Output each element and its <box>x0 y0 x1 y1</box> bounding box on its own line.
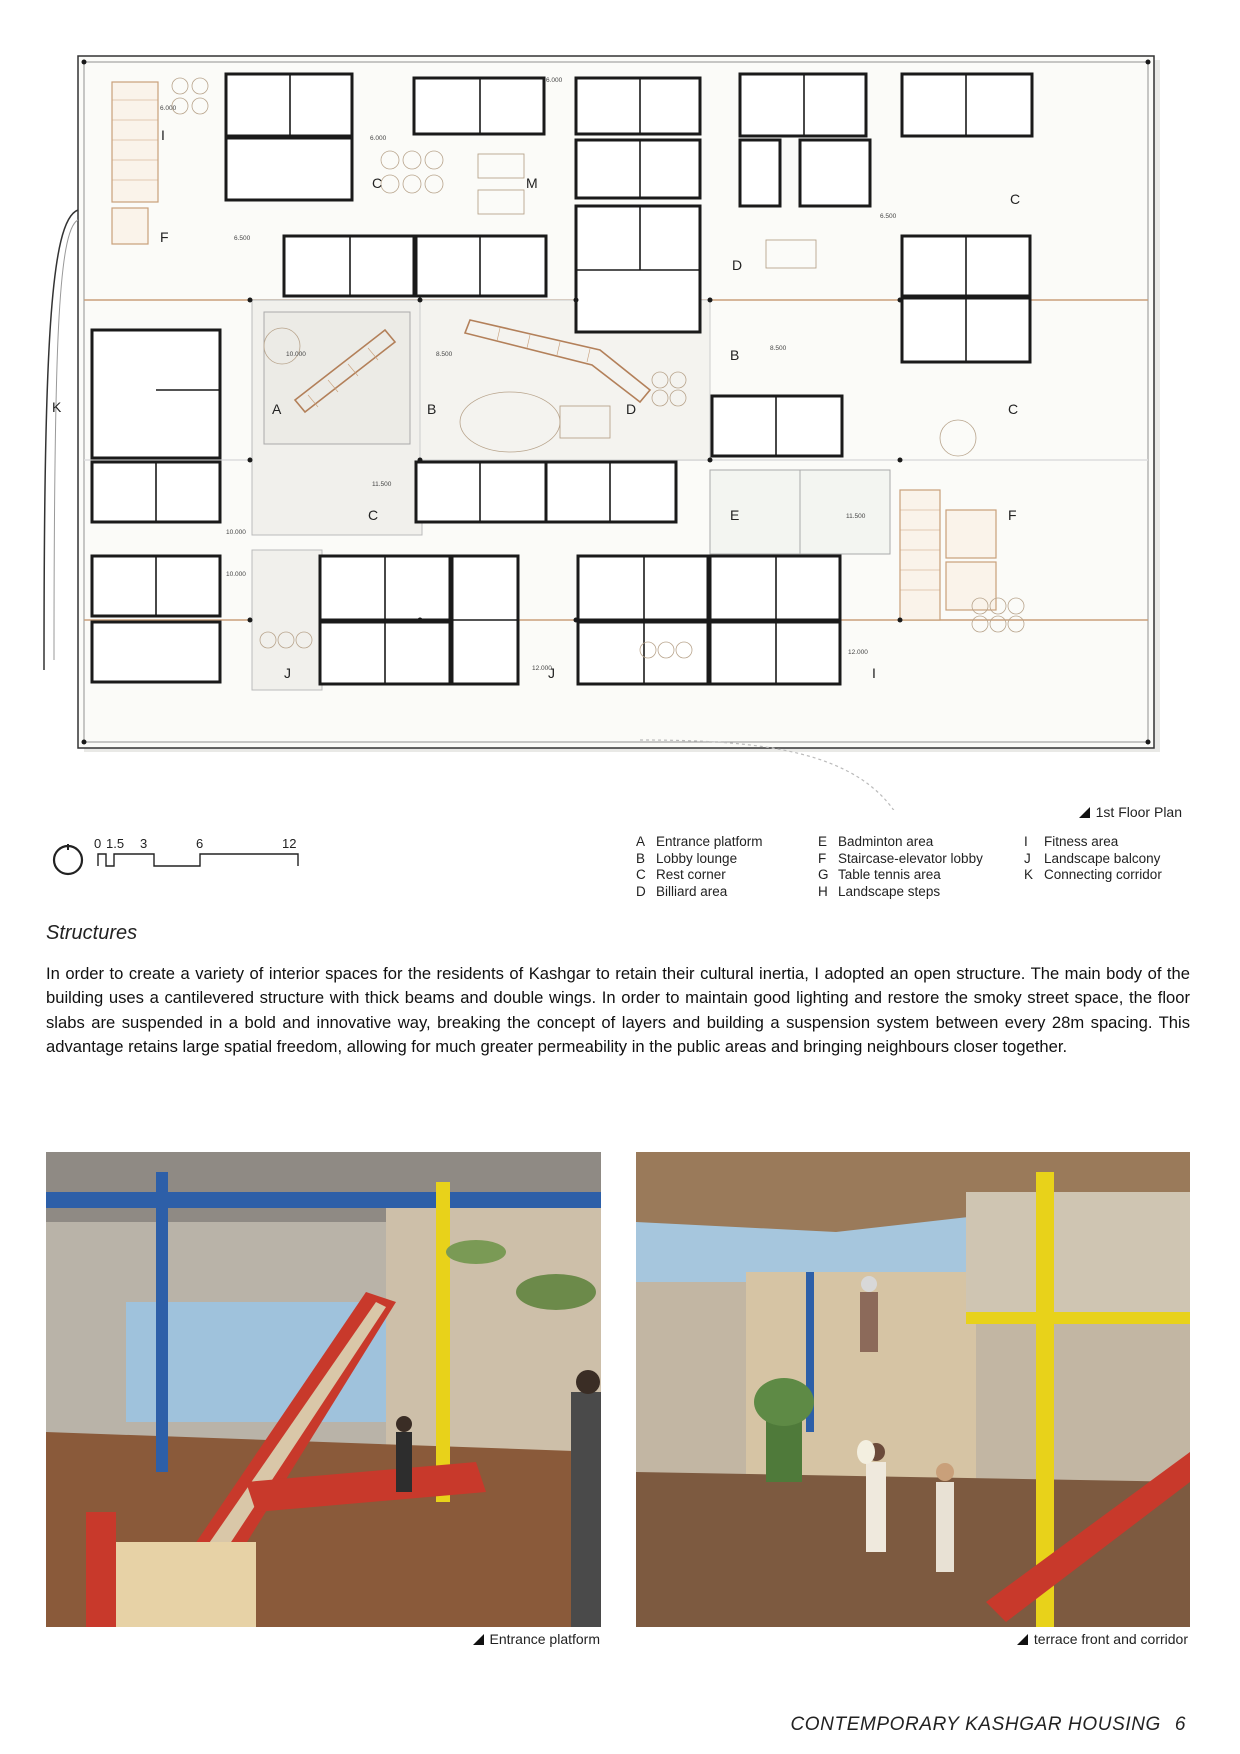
area-label: C <box>372 175 383 191</box>
legend-item: G Table tennis area <box>818 867 941 882</box>
caption-triangle-icon <box>473 1634 484 1645</box>
area-label: K <box>52 399 62 415</box>
scale-tick: 0 <box>94 836 102 851</box>
legend-item: K Connecting corridor <box>1024 867 1162 882</box>
area-label: E <box>730 507 740 523</box>
area-label: D <box>626 401 637 417</box>
scale-tick: 3 <box>140 836 148 851</box>
elevation-mark: 6.000 <box>546 77 563 84</box>
render-caption-1: Entrance platform <box>473 1631 601 1647</box>
elevation-mark: 8.500 <box>770 345 787 352</box>
caption-triangle-icon <box>1017 1634 1028 1645</box>
area-label: C <box>368 507 379 523</box>
area-label: J <box>548 665 555 681</box>
footer-title: CONTEMPORARY KASHGAR HOUSING <box>790 1714 1161 1735</box>
page-number: 6 <box>1174 1714 1186 1735</box>
elevation-mark: 6.500 <box>880 213 897 220</box>
area-label: I <box>161 127 165 143</box>
elevation-mark: 12.000 <box>848 649 868 656</box>
legend-item: B Lobby lounge <box>636 850 738 866</box>
area-label: B <box>730 347 740 363</box>
scale-tick: 1.5 <box>106 836 125 851</box>
plan-caption <box>1079 804 1182 820</box>
legend-item: F Staircase-elevator lobby <box>818 850 983 866</box>
elevation-mark: 11.500 <box>372 481 392 488</box>
render-terrace-corridor <box>636 1152 1190 1627</box>
elevation-mark: 8.500 <box>436 351 453 358</box>
legend-item: J Landscape balcony <box>1024 850 1161 866</box>
elevation-mark: 10.000 <box>226 571 246 578</box>
legend-item: E Badminton area <box>818 834 934 849</box>
area-label: A <box>272 401 282 417</box>
caption-triangle-icon <box>1079 807 1090 818</box>
area-label: B <box>427 401 437 417</box>
north-arrow-icon <box>54 846 82 874</box>
page-footer <box>790 1714 1186 1736</box>
area-label: C <box>1008 401 1019 417</box>
section-body: In order to create a variety of interior spaces for the residents of Kashgar to retain their cultural inertia, I adopted an open structure. The main body of the building uses a cantilevered structure with thick beams and double wings. In order to maintain good lighting and restore the smoky street space, the floor slabs are suspended in a bold and innovative way, breaking the concept of layers and building a suspension system between every 28m spacing. This advantage retains large spatial freedom, allowing for much greater permeability in the public areas and bringing neighbours closer together. <box>46 964 1190 1056</box>
elevation-mark: 6.500 <box>234 235 251 242</box>
area-label: M <box>526 175 538 191</box>
plan-caption-text: 1st Floor Plan <box>1095 804 1182 820</box>
area-label: D <box>732 257 743 273</box>
elevation-mark: 6.000 <box>370 135 387 142</box>
elevation-mark: 6.000 <box>160 105 177 112</box>
elevation-mark: 12.000 <box>532 665 552 672</box>
legend-item: H Landscape steps <box>818 883 941 899</box>
legend-item: I Fitness area <box>1024 834 1119 849</box>
scale-bar <box>50 836 310 876</box>
elevation-mark: 10.000 <box>286 351 306 358</box>
floor-plan <box>40 50 1180 810</box>
legend-item: D Billiard area <box>636 883 728 899</box>
render-caption-2: terrace front and corridor <box>1017 1631 1188 1647</box>
legend-item: A Entrance platform <box>636 834 763 849</box>
legend-column-2 <box>818 834 983 900</box>
area-label: F <box>1008 507 1017 523</box>
elevation-mark: 11.500 <box>846 513 866 520</box>
legend-item: C Rest corner <box>636 867 726 882</box>
area-label: I <box>872 665 876 681</box>
area-label: F <box>160 229 169 245</box>
area-label: J <box>284 665 291 681</box>
scale-tick: 12 <box>282 836 297 851</box>
render-entrance-platform <box>46 1152 601 1627</box>
legend-column-1 <box>636 834 763 900</box>
section-heading: Structures <box>46 922 138 944</box>
elevation-mark: 10.000 <box>226 529 246 536</box>
area-label: C <box>1010 191 1021 207</box>
legend-column-3 <box>1024 834 1162 884</box>
scale-tick: 6 <box>196 836 204 851</box>
